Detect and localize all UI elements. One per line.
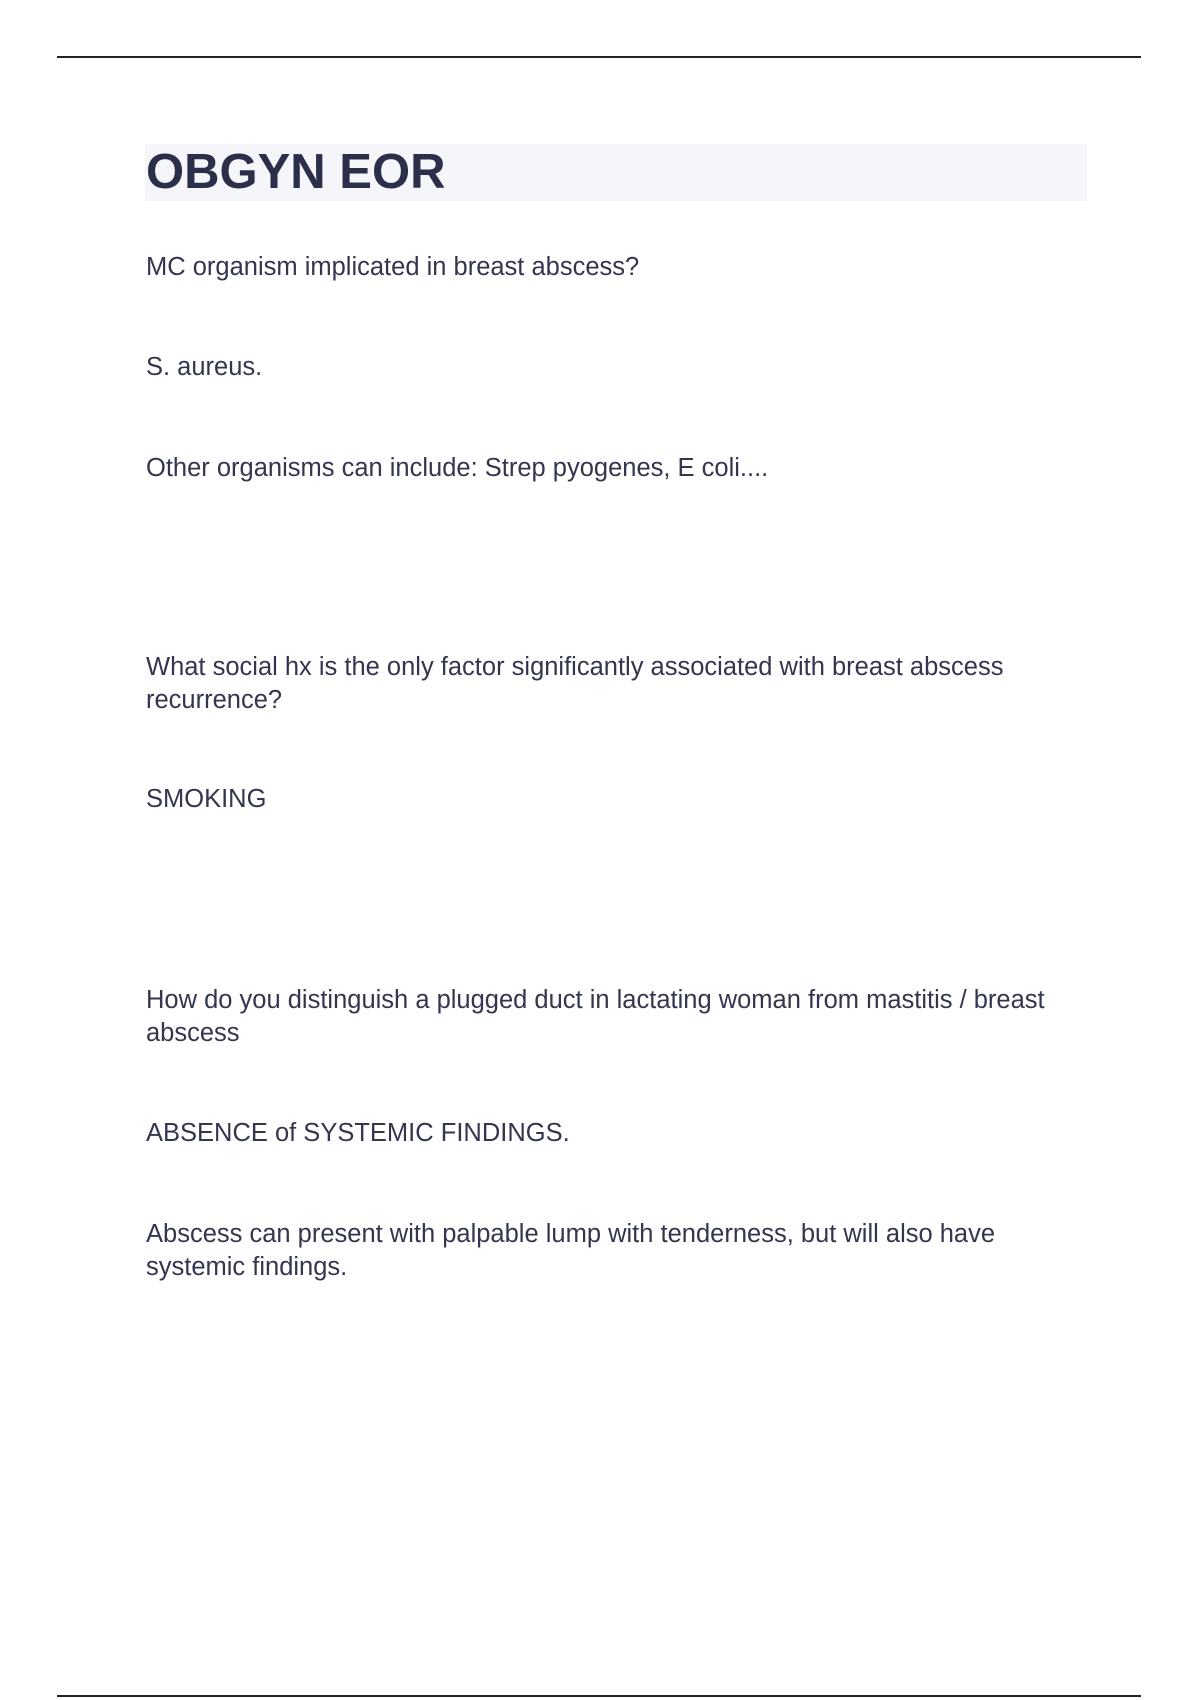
- note-3: Abscess can present with palpable lump with tenderness, but will also have systemic findings.: [146, 1220, 996, 1281]
- answer-3: ABSENCE of SYSTEMIC FINDINGS.: [146, 1119, 570, 1147]
- question-1: MC organism implicated in breast abscess?: [146, 253, 640, 281]
- top-rule: [57, 56, 1141, 58]
- page-title: OBGYN EOR: [146, 145, 446, 199]
- question-2: What social hx is the only factor significantly associated with breast abscess recurrence?: [146, 653, 1004, 714]
- note-1: Other organisms can include: Strep pyogenes, E coli....: [146, 454, 769, 482]
- answer-1: S. aureus.: [146, 353, 263, 381]
- question-3: How do you distinguish a plugged duct in lactating woman from mastitis / breast abscess: [146, 986, 1045, 1047]
- answer-2: SMOKING: [146, 785, 267, 813]
- bottom-rule: [57, 1695, 1141, 1697]
